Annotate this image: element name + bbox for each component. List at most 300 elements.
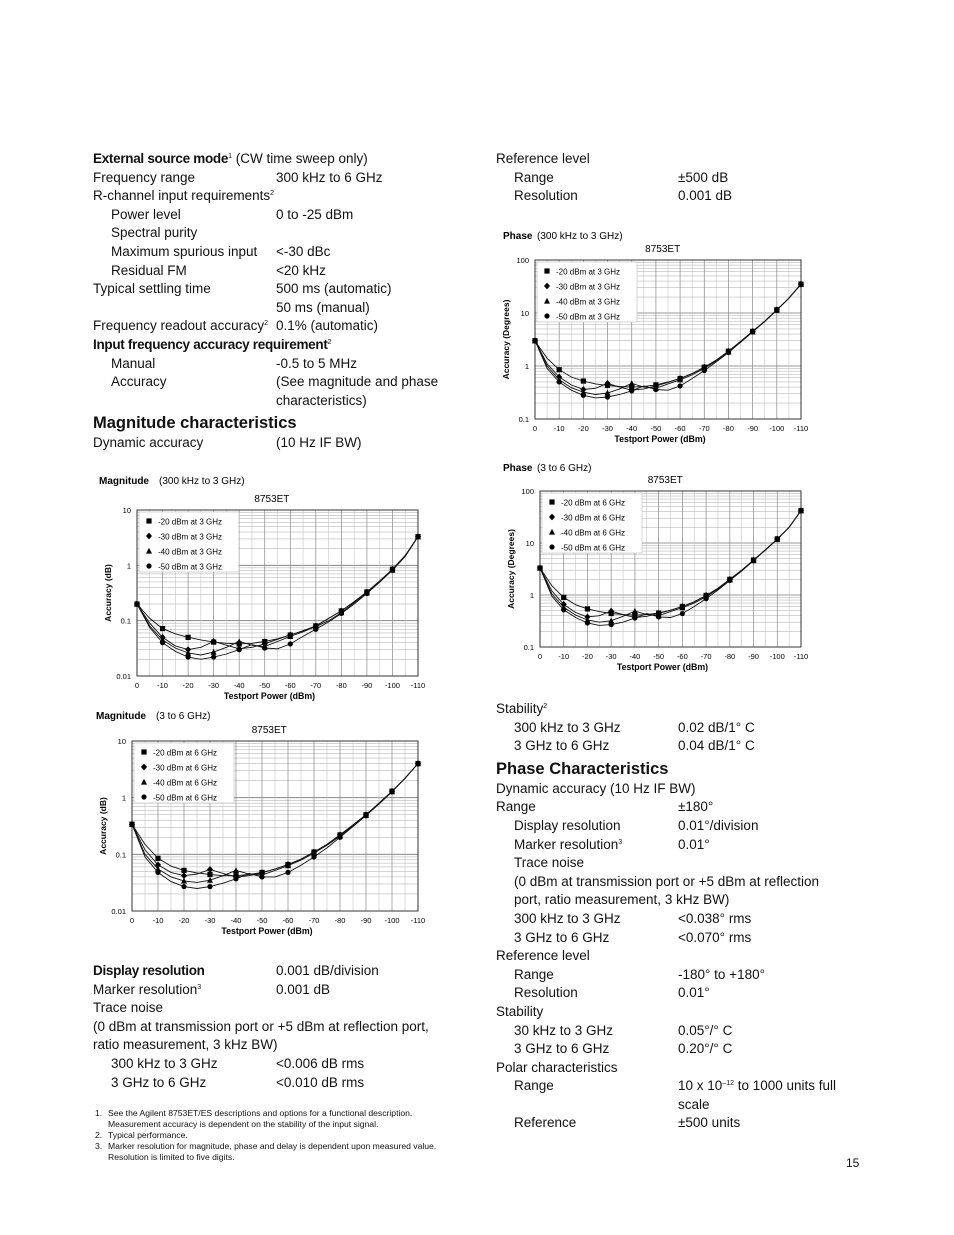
x-axis-label: Testport Power (dBm): [616, 662, 709, 672]
x-tick-label: -80: [724, 652, 736, 661]
phase-trace-note-row: [496, 873, 866, 892]
display-trace-row: [93, 999, 463, 1018]
ref-range-row: [496, 169, 866, 188]
polar-ref-label: Reference: [514, 1115, 577, 1131]
x-tick-label: -20: [182, 681, 194, 690]
data-point: [363, 813, 368, 818]
data-point: [313, 627, 318, 632]
footnotes: [93, 1108, 463, 1163]
display-r2-label: 3 GHz to 6 GHz: [111, 1074, 207, 1090]
display-resolution-spec: [93, 962, 463, 1092]
accuracy-label: Accuracy: [111, 374, 167, 390]
data-point: [557, 379, 562, 384]
data-point: [389, 789, 394, 794]
chart-instrument-label: 8753ET: [645, 244, 681, 255]
footnote-2-text: Typical performance.: [108, 1130, 188, 1140]
data-point: [581, 378, 586, 383]
readout-sup: 2: [264, 320, 268, 328]
legend-label: -50 dBm at 3 GHz: [556, 312, 621, 322]
data-point: [233, 867, 239, 873]
display-marker-value: 0.001 dB: [276, 981, 331, 997]
data-point: [415, 534, 420, 539]
polar-title: Polar characteristics: [496, 1059, 618, 1075]
settling-value-1: 500 ms (automatic): [276, 281, 392, 297]
x-tick-label: -60: [674, 424, 686, 433]
x-tick-label: -50: [259, 681, 271, 690]
data-point: [185, 654, 190, 659]
rchan-sup: 2: [270, 190, 275, 198]
x-tick-label: -50: [650, 424, 662, 433]
phase-marker-label: Marker resolution: [514, 836, 619, 852]
x-tick-label: -50: [653, 652, 665, 661]
x-tick-label: -40: [629, 652, 641, 661]
stab-r2-row: [496, 737, 866, 756]
display-title: Display resolution: [93, 963, 205, 978]
data-point: [211, 654, 216, 659]
data-point: [561, 607, 566, 612]
manual-value: -0.5 to 5 MHz: [276, 355, 358, 371]
y-axis-label: Accuracy (dB): [98, 797, 108, 855]
data-point: [262, 645, 267, 650]
chart-subtitle: (300 kHz to 3 GHz): [159, 476, 245, 487]
x-tick-label: -70: [700, 652, 712, 661]
magnitude-chart-6ghz: [90, 705, 440, 945]
ext-source-note: (CW time sweep only): [231, 151, 368, 166]
chart-subtitle: (300 kHz to 3 GHz): [537, 231, 623, 242]
x-tick-label: -70: [308, 916, 320, 925]
ifa-row: [93, 336, 463, 355]
accuracy-row-2: [93, 392, 463, 411]
data-point: [609, 622, 614, 627]
ext-source-title: External source mode: [93, 151, 229, 166]
x-tick-label: -10: [152, 916, 164, 925]
legend-label: -40 dBm at 3 GHz: [158, 547, 223, 557]
settling-label: Typical settling time: [93, 281, 211, 297]
x-tick-label: -30: [605, 652, 617, 661]
data-point: [750, 329, 755, 334]
phase-s2-row: [496, 1040, 866, 1059]
data-point: [585, 606, 590, 611]
magnitude-chart-3ghz: [93, 470, 443, 710]
data-point: [390, 568, 395, 573]
x-tick-label: -10: [553, 424, 565, 433]
readout-value: 0.1% (automatic): [276, 318, 379, 334]
ext-source-title-row: [93, 150, 463, 169]
spectral-purity-label: Spectral purity: [111, 225, 198, 241]
phase-ref-res-value: 0.01°: [678, 985, 710, 1001]
data-point: [415, 761, 420, 766]
data-point: [680, 611, 685, 616]
legend-label: -20 dBm at 6 GHz: [153, 748, 218, 758]
x-tick-label: -60: [676, 652, 688, 661]
settling-row-2: [93, 299, 463, 318]
data-point: [703, 596, 708, 601]
data-point: [259, 874, 264, 879]
legend-label: -50 dBm at 3 GHz: [158, 562, 223, 572]
legend-label: -30 dBm at 3 GHz: [158, 532, 223, 542]
display-trace-note-2: ratio measurement, 3 kHz BW): [93, 1037, 278, 1053]
phase-tn2-label: 3 GHz to 6 GHz: [514, 929, 610, 945]
y-tick-label: 0.1: [120, 616, 131, 626]
phase-s1-value: 0.05°/° C: [678, 1022, 733, 1038]
x-tick-label: -40: [626, 424, 638, 433]
legend-marker: [146, 518, 151, 523]
phase-ref-res-label: Resolution: [514, 985, 578, 1001]
footnote-3-text: Marker resolution for magnitude, phase and delay is dependent upon measured value. Resolution is limited to five digits.: [108, 1141, 437, 1162]
x-tick-label: -30: [602, 424, 613, 433]
spurious-value: <-30 dBc: [276, 243, 331, 259]
stab-r1-label: 300 kHz to 3 GHz: [514, 719, 621, 735]
data-point: [629, 380, 635, 386]
x-tick-label: -100: [769, 652, 785, 661]
data-point: [288, 641, 293, 646]
y-tick-label: 10: [122, 506, 131, 515]
legend-label: -30 dBm at 6 GHz: [153, 763, 218, 773]
phase-marker-row: [496, 836, 866, 855]
power-level-value: 0 to -25 dBm: [276, 206, 354, 222]
x-tick-label: 0: [537, 652, 543, 661]
phase-trace-row: [496, 854, 866, 873]
chart-instrument-label: 8753ET: [251, 725, 287, 736]
x-tick-label: -90: [361, 681, 373, 690]
x-tick-label: -90: [748, 652, 759, 661]
x-tick-label: 0: [134, 681, 140, 690]
x-tick-label: -90: [747, 424, 759, 433]
x-tick-label: -80: [723, 424, 734, 433]
legend-marker: [549, 499, 554, 504]
accuracy-value-1: (See magnitude and phase: [276, 374, 439, 390]
rchan-label: R-channel input requirements: [93, 188, 271, 204]
data-point: [160, 640, 165, 645]
stab-r1-row: [496, 719, 866, 738]
phase-ref-res-row: [496, 984, 866, 1003]
x-tick-label: 0: [532, 424, 538, 433]
x-tick-label: -70: [698, 424, 710, 433]
external-source-spec: [93, 150, 463, 453]
polar-range-pre: 10 x 10: [678, 1078, 723, 1094]
y-tick-label: 1: [126, 561, 131, 571]
legend-label: -30 dBm at 6 GHz: [561, 513, 626, 523]
x-tick-label: -40: [230, 916, 242, 925]
residual-fm-row: [93, 262, 463, 281]
phase-stab-title: Stability: [496, 1003, 544, 1019]
data-point: [632, 615, 637, 620]
page-number: 15: [846, 1156, 860, 1170]
polar-range-exp: –12: [722, 1080, 734, 1088]
data-point: [364, 591, 369, 596]
freq-range-row: [93, 169, 463, 188]
phase-ref-range-label: Range: [514, 966, 554, 982]
phase-disp-label: Display resolution: [514, 817, 621, 833]
y-tick-label: 0.01: [111, 907, 126, 916]
legend-marker: [549, 544, 554, 549]
data-point: [236, 638, 242, 644]
spectral-purity-row: [93, 224, 463, 243]
x-tick-label: -80: [334, 916, 346, 925]
magnitude-heading-row: [93, 412, 463, 434]
x-tick-label: -40: [233, 681, 245, 690]
power-level-row: [93, 206, 463, 225]
footnote-3: [93, 1141, 463, 1163]
phase-marker-value: 0.01°: [678, 836, 710, 852]
footnote-1: [93, 1108, 463, 1130]
y-tick-label: 0.1: [518, 415, 529, 424]
rchan-row: [93, 187, 463, 206]
data-point: [629, 388, 634, 393]
data-point: [561, 595, 566, 600]
y-tick-label: 1: [121, 793, 126, 803]
footnote-2: [93, 1130, 463, 1141]
x-tick-label: -110: [410, 916, 426, 925]
residual-fm-value: <20 kHz: [276, 262, 326, 278]
x-tick-label: -30: [208, 681, 220, 690]
settling-row: [93, 280, 463, 299]
residual-fm-label: Residual FM: [111, 262, 187, 278]
x-axis-label: Testport Power (dBm): [614, 434, 706, 444]
phase-range-value: ±180°: [678, 799, 714, 815]
data-point: [311, 854, 316, 859]
power-level-label: Power level: [111, 206, 181, 222]
data-point: [656, 614, 661, 619]
freq-range-value: 300 kHz to 6 GHz: [276, 169, 383, 185]
polar-ref-value: ±500 units: [678, 1115, 741, 1131]
x-tick-label: -70: [310, 681, 322, 690]
data-point: [233, 876, 238, 881]
phase-marker-sup: 3: [618, 838, 623, 846]
x-tick-label: -10: [157, 681, 168, 690]
legend-label: -40 dBm at 3 GHz: [556, 297, 621, 307]
x-tick-label: -100: [384, 916, 400, 925]
chart-legend: [134, 743, 234, 803]
footnote-3-number: 3.: [95, 1141, 103, 1151]
legend-label: -40 dBm at 6 GHz: [153, 778, 218, 788]
spurious-label: Maximum spurious input: [111, 243, 258, 259]
legend-marker: [544, 313, 549, 318]
chart-title: Magnitude: [96, 711, 146, 722]
reference-level-spec: [496, 150, 866, 206]
data-point: [775, 537, 780, 542]
data-point: [702, 368, 707, 373]
phase-s2-value: 0.20°/° C: [678, 1041, 733, 1057]
mag-dynamic-label: Dynamic accuracy: [93, 435, 204, 451]
x-tick-label: -110: [793, 652, 809, 661]
x-tick-label: -30: [204, 916, 216, 925]
polar-range-post: to 1000 units full: [733, 1078, 837, 1094]
phase-trace-label: Trace noise: [514, 855, 585, 871]
chart-instrument-label: 8753ET: [647, 475, 683, 486]
chart-subtitle: (3 to 6 GHz): [537, 463, 592, 474]
data-point: [237, 647, 242, 652]
phase-heading: Phase Characteristics: [496, 759, 669, 778]
accuracy-row: [93, 373, 463, 392]
phase-s2-label: 3 GHz to 6 GHz: [514, 1041, 610, 1057]
phase-tn2-value: <0.070° rms: [678, 929, 752, 945]
spurious-row: [93, 243, 463, 262]
display-r2-value: <0.010 dB rms: [276, 1074, 365, 1090]
readout-row: [93, 317, 463, 336]
stab-r2-label: 3 GHz to 6 GHz: [514, 738, 610, 754]
legend-label: -50 dBm at 6 GHz: [153, 793, 218, 803]
mag-dynamic-value: (10 Hz IF BW): [276, 435, 362, 451]
x-tick-label: -20: [577, 424, 589, 433]
polar-title-row: [496, 1059, 866, 1078]
ref-res-value: 0.001 dB: [678, 188, 733, 204]
data-point: [798, 282, 803, 287]
data-point: [285, 870, 290, 875]
ref-range-label: Range: [514, 169, 554, 185]
footnote-1-number: 1.: [95, 1108, 103, 1118]
display-marker-label: Marker resolution: [93, 981, 198, 997]
display-title-row: [93, 962, 463, 981]
legend-marker: [146, 563, 151, 568]
y-tick-label: 10: [520, 309, 529, 318]
phase-disp-value: 0.01°/division: [678, 817, 759, 833]
x-axis-label: Testport Power (dBm): [223, 691, 316, 701]
display-marker-sup: 3: [197, 983, 202, 991]
phase-tn1-label: 300 kHz to 3 GHz: [514, 910, 621, 926]
chart-legend: [139, 512, 239, 572]
phase-ref-range-value: -180° to +180°: [678, 966, 765, 982]
phase-trace-note-row-2: [496, 891, 866, 910]
ifa-sup: 2: [327, 338, 332, 346]
phase-dyn: Dynamic accuracy (10 Hz IF BW): [496, 780, 696, 796]
mag-dynamic-row: [93, 434, 463, 453]
display-r2-row: [93, 1074, 463, 1093]
ref-res-row: [496, 187, 866, 206]
ext-source-sup: 1: [228, 153, 232, 160]
polar-ref-row: [496, 1114, 866, 1133]
legend-marker: [141, 749, 146, 754]
display-r1-row: [93, 1055, 463, 1074]
data-point: [339, 611, 344, 616]
data-point: [751, 558, 756, 563]
x-tick-label: -60: [284, 681, 296, 690]
y-tick-label: 10: [117, 737, 126, 746]
data-point: [677, 383, 682, 388]
magnitude-heading: Magnitude characteristics: [93, 414, 297, 433]
stab-title: Stability: [496, 701, 544, 716]
y-tick-label: 10: [525, 539, 534, 548]
x-tick-label: 0: [129, 916, 135, 925]
data-point: [774, 308, 779, 313]
data-point: [798, 508, 803, 513]
stab-r2-value: 0.04 dB/1° C: [678, 738, 755, 754]
display-title-value: 0.001 dB/division: [276, 963, 379, 978]
phase-range-label: Range: [496, 799, 536, 815]
chart-instrument-label: 8753ET: [254, 494, 290, 505]
polar-range-2: scale: [678, 1096, 710, 1112]
data-point: [537, 565, 542, 570]
stab-r1-value: 0.02 dB/1° C: [678, 719, 755, 735]
ref-res-label: Resolution: [514, 188, 578, 204]
legend-label: -20 dBm at 3 GHz: [158, 517, 223, 527]
phase-range-row: [496, 798, 866, 817]
readout-label: Frequency readout accuracy: [93, 318, 265, 334]
chart-title: Magnitude: [99, 476, 149, 487]
y-tick-label: 1: [529, 591, 534, 600]
phase-heading-row: [496, 758, 866, 780]
manual-row: [93, 355, 463, 374]
phase-ref-title: Reference level: [496, 948, 590, 964]
y-tick-label: 100: [516, 256, 529, 265]
x-tick-label: -110: [410, 681, 426, 690]
data-point: [605, 394, 610, 399]
display-trace-note-row: [93, 1018, 463, 1037]
chart-legend: [537, 262, 637, 322]
settling-value-2: 50 ms (manual): [276, 299, 370, 315]
display-trace-note-1: (0 dBm at transmission port or +5 dBm at reflection port,: [93, 1018, 429, 1034]
ref-range-value: ±500 dB: [678, 169, 729, 185]
data-point: [155, 856, 160, 861]
data-point: [181, 868, 186, 873]
stab-sup: 2: [543, 703, 548, 710]
phase-spec: [496, 700, 866, 1133]
y-axis-label: Accuracy (dB): [103, 564, 113, 622]
x-tick-label: -80: [335, 681, 347, 690]
phase-trace-note-1: (0 dBm at transmission port or +5 dBm at reflection: [514, 873, 820, 889]
phase-ref-title-row: [496, 947, 866, 966]
stab-title-row: [496, 700, 866, 719]
y-axis-label: Accuracy (Degrees): [501, 299, 511, 380]
data-point: [653, 387, 658, 392]
x-tick-label: -10: [558, 652, 570, 661]
x-tick-label: -110: [793, 424, 809, 433]
polar-range-row-2: [496, 1096, 866, 1115]
phase-chart-6ghz: [497, 457, 822, 687]
data-point: [727, 578, 732, 583]
data-point: [181, 884, 186, 889]
x-tick-label: -60: [282, 916, 294, 925]
data-point: [207, 884, 212, 889]
phase-trace-note-2: port, ratio measurement, 3 kHz BW): [514, 892, 730, 908]
display-trace-label: Trace noise: [93, 1000, 164, 1016]
data-point: [557, 367, 562, 372]
y-tick-label: 100: [521, 487, 534, 496]
phase-chart-3ghz: [497, 225, 822, 455]
chart-title: Phase: [503, 231, 533, 242]
legend-label: -50 dBm at 6 GHz: [561, 543, 626, 553]
y-tick-label: 1: [524, 362, 529, 371]
footnote-1-text: See the Agilent 8753ET/ES descriptions and options for a functional description. Measurement accuracy is dependent on the stability of the input signal.: [108, 1108, 413, 1129]
data-point: [581, 393, 586, 398]
data-point: [160, 626, 165, 631]
legend-label: -20 dBm at 3 GHz: [556, 267, 621, 277]
display-r1-label: 300 kHz to 3 GHz: [111, 1055, 218, 1071]
legend-marker: [141, 794, 146, 799]
chart-title: Phase: [503, 463, 533, 474]
display-marker-row: [93, 981, 463, 1000]
display-r1-value: <0.006 dB rms: [276, 1055, 365, 1071]
display-trace-note-row-2: [93, 1036, 463, 1055]
data-point: [585, 620, 590, 625]
x-axis-label: Testport Power (dBm): [221, 926, 313, 936]
legend-marker: [544, 268, 549, 273]
phase-tn1-row: [496, 910, 866, 929]
manual-label: Manual: [111, 355, 156, 371]
data-point: [134, 601, 139, 606]
ref-title-row: [496, 150, 866, 169]
chart-subtitle: (3 to 6 GHz): [156, 711, 211, 722]
phase-dyn-row: [496, 780, 866, 799]
data-point: [532, 338, 537, 343]
x-tick-label: -100: [384, 681, 400, 690]
data-point: [726, 350, 731, 355]
ref-title: Reference level: [496, 151, 590, 166]
phase-disp-row: [496, 817, 866, 836]
x-tick-label: -90: [360, 916, 372, 925]
data-point: [129, 822, 134, 827]
legend-label: -30 dBm at 3 GHz: [556, 282, 621, 292]
